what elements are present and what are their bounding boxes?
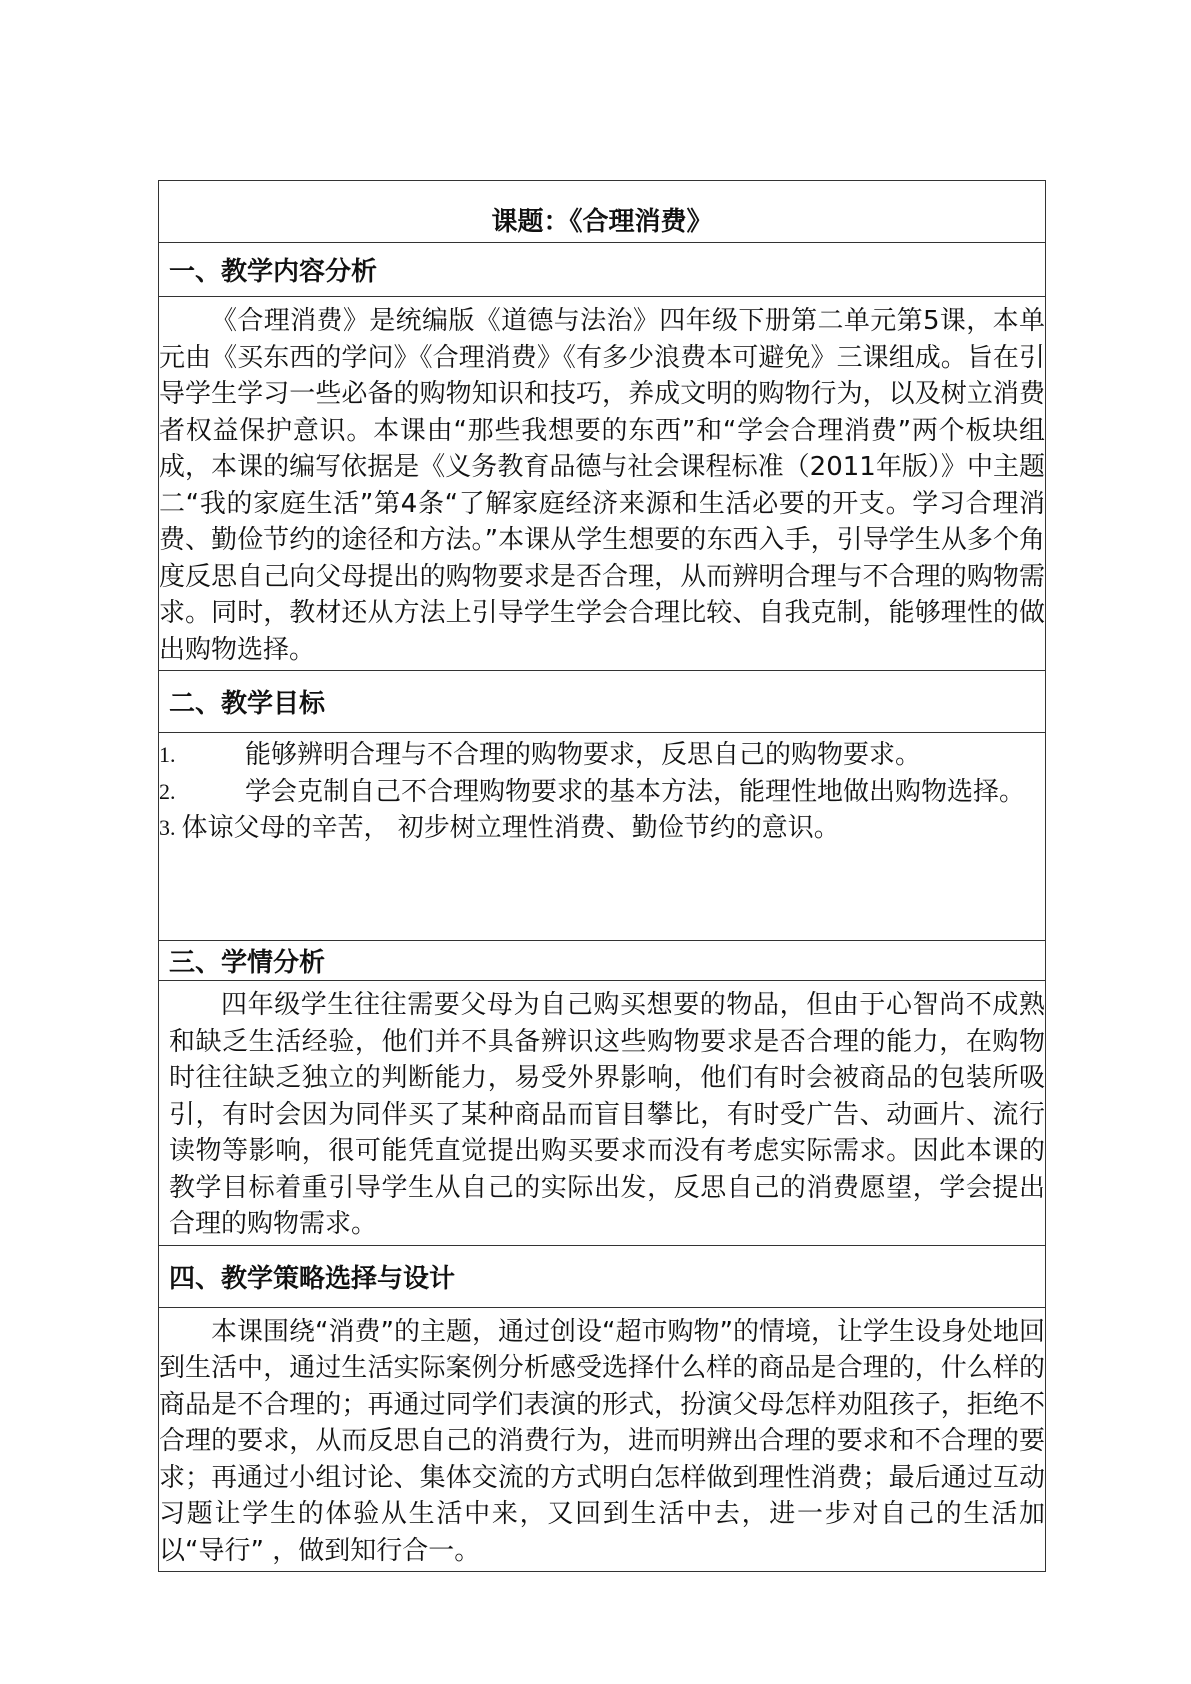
list-item-number: 3. xyxy=(159,815,176,840)
page-title: 课题：《合理消费》 xyxy=(159,181,1045,243)
list-item-text: 学会克制自己不合理购物要求的基本方法，能理性地做出购物选择。 xyxy=(245,776,1026,807)
section-heading-content-analysis: 一、教学内容分析 xyxy=(159,243,1045,297)
list-item xyxy=(159,774,1045,811)
list-item-text: 能够辨明合理与不合理的购物要求，反思自己的购物要求。 xyxy=(245,740,922,770)
section-body-content-analysis xyxy=(159,297,1045,671)
list-item xyxy=(159,737,1045,774)
list-item xyxy=(159,810,1045,847)
paragraph: 四年级学生往往需要父母为自己购买想要的物品，但由于心智尚不成熟和缺乏生活经验，他们并不具备辨识这些购物要求是否合理的能力，在购物时往往缺乏独立的判断能力，易受外界影响，他们有时会被商品的包装所吸引，有时会因为同伴买了某种商品而盲目攀比，有时受广告、动画片、流行读物等影响，很可能凭直觉提出购买要求而没有考虑实际需求。因此本课的教学目标着重引导学生从自己的实际出发，反思自己的消费愿望，学会提出合理的购物需求。 xyxy=(169,990,1045,1239)
section-heading-student-analysis: 三、学情分析 xyxy=(159,941,1045,981)
section-body-student-analysis xyxy=(159,981,1045,1246)
section-body-teaching-goals xyxy=(159,733,1045,941)
list-item-text: 体谅父母的辛苦， 初步树立理性消费、勤俭节约的意识。 xyxy=(181,813,840,843)
section-body-teaching-strategy xyxy=(159,1308,1045,1572)
paragraph: 《合理消费》是统编版《道德与法治》四年级下册第二单元第5课，本单元由《买东西的学问》《合理消费》《有多少浪费本可避免》三课组成。旨在引导学生学习一些必备的购物知识和技巧，养成文明的购物行为，以及树立消费者权益保护意识。本课由“那些我想要的东西”和“学会合理消费”两个板块组成，本课的编写依据是《义务教育品德与社会课程标准（2011年版）》中主题二“我的家庭生活”第4条“了解家庭经济来源和生活必要的开支。学习合理消费、勤俭节约的途径和方法。”本课从学生想要的东西入手，引导学生从多个角度反思自己向父母提出的购物要求是否合理，从而辨明合理与不合理的购物需求。同时，教材还从方法上引导学生学会合理比较、自我克制，能够理性的做出购物选择。 xyxy=(159,306,1045,665)
list-item-number: 2. xyxy=(159,778,176,804)
paragraph: 本课围绕“消费”的主题，通过创设“超市购物”的情境，让学生设身处地回到生活中，通过生活实际案例分析感受选择什么样的商品是合理的，什么样的商品是不合理的；再通过同学们表演的形式，扮演父母怎样劝阻孩子，拒绝不合理的要求，从而反思自己的消费行为，进而明辨出合理的要求和不合理的要求；再通过小组讨论、集体交流的方式明白怎样做到理性消费；最后通过互动习题让学生的体验从生活中来，又回到生活中去，进一步对自己的生活加以“导行” ，做到知行合一。 xyxy=(159,1316,1045,1566)
lesson-plan-table xyxy=(158,180,1046,1572)
section-heading-teaching-strategy: 四、教学策略选择与设计 xyxy=(159,1246,1045,1308)
section-heading-teaching-goals: 二、教学目标 xyxy=(159,671,1045,733)
list-item-number: 1. xyxy=(159,742,176,767)
